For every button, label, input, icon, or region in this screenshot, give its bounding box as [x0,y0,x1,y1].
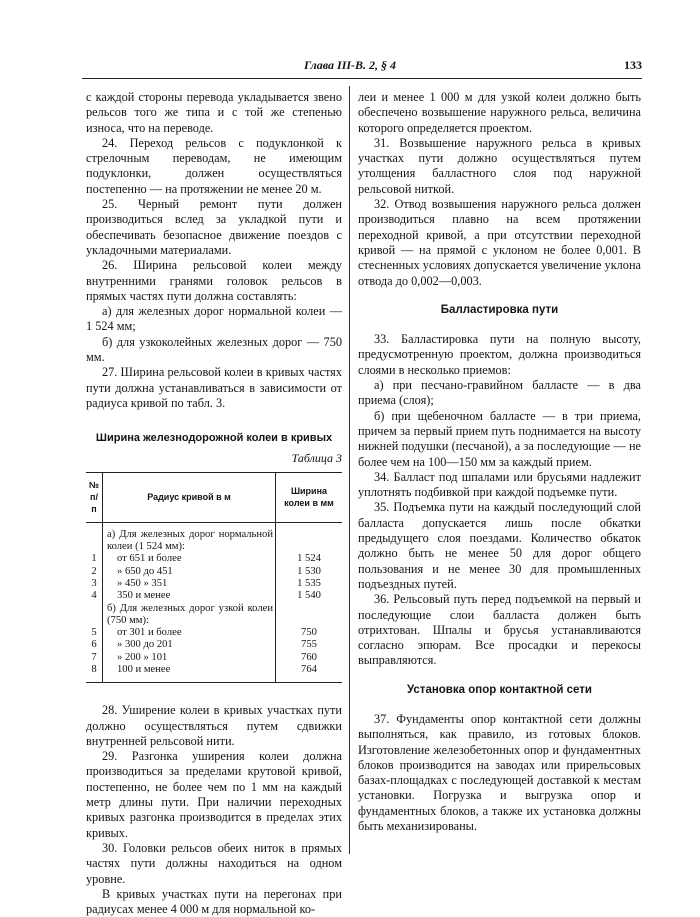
row-width: 1 530 [276,566,343,578]
table-row [86,639,342,651]
paragraph-30: 30. Головки рельсов обеих ниток в прямых частях пути должны находиться на одном уровне. [86,840,342,886]
row-width: 1 524 [276,553,343,565]
row-width: 750 [276,627,343,639]
table-header-radius: Радиус кривой в м [103,472,276,522]
table-number: Таблица 3 [291,450,342,465]
paragraph-33: 33. Балластировка пути на полную высоту, предусмотренную проектом, должна производиться слоями в несколько приемов: [358,332,641,377]
row-width: 764 [276,664,343,683]
table-group-a: а) Для железных дорог нормальной колеи (1 524 мм): [107,528,273,553]
chapter-title: Глава III-В. 2, § 4 [304,58,397,72]
row-number: 8 [86,664,103,683]
table-row [86,627,342,639]
row-radius: » 650 до 451 [117,565,173,577]
table-row [86,664,342,683]
page-number: 133 [624,58,642,72]
table-row [86,553,342,565]
paragraph-30-cont: В кривых участках пути на перегонах при радиусах менее 4 000 м для нормальной ко- [86,886,342,917]
section-heading-catenary: Установка опор контактной сети [406,683,593,696]
row-number: 6 [86,639,103,651]
paragraph-24: 24. Переход рельсов с подуклонкой к стрелочным переводам, не имеющим подуклонки, должен осуществляться постепенно — на протяжении не менее 20 м. [86,135,342,196]
row-width: 1 540 [276,590,343,602]
row-number: 1 [86,553,103,565]
row-radius: от 301 и более [117,627,182,639]
row-number: 3 [86,578,103,590]
row-number: 2 [86,566,103,578]
section-heading-ballast: Балластировка пути [440,303,559,316]
paragraph-26: 26. Ширина рельсовой колеи между внутренними гранями головок рельсов в прямых частях пути должна составлять: [86,258,342,303]
row-radius: от 651 и более [117,553,182,565]
paragraph-26b: б) для узкоколейных железных дорог — 750 мм. [86,334,342,365]
column-divider [349,86,350,854]
paragraph-35: 35. Подъемка пути на каждый последующий слой балласта допускается лишь после обкатки предыдущего слоя поездами. Количество обкаток должно быть не менее 50 для дорог общего пользования и не менее 30 для промышленных подъездных путей. [358,500,641,591]
row-radius: 350 и менее [117,590,171,602]
table-row [86,566,342,578]
paragraph: с каждой стороны перевода укладывается звено рельсов того же типа и с той же степенью износа, что на переводе. [86,90,342,135]
row-radius: » 200 » 101 [117,651,168,663]
gauge-table [86,472,342,683]
paragraph-26a: а) для железных дорог нормальной колеи — 1 524 мм; [86,304,342,334]
paragraph-28: 28. Уширение колеи в кривых участках пути должно осуществляться путем сдвижки внутренней рельсовой нити. [86,703,342,748]
row-number: 4 [86,590,103,602]
paragraph-27: 27. Ширина рельсовой колеи в кривых частях пути должна устанавливаться в зависимости от радиуса кривой по табл. 3. [86,365,342,410]
right-column [358,90,641,834]
row-width: 760 [276,652,343,664]
row-width: 755 [276,639,343,651]
row-number: 7 [86,652,103,664]
paragraph-34: 34. Балласт под шпалами или брусьями надлежит уплотнять подбивкой при каждой подъемке пути. [358,469,641,500]
paragraph-31: 31. Возвышение наружного рельса в кривых участках пути должно осуществляться путем утолщения балластного слоя под наружной рельсовой ниткой. [358,135,641,196]
row-radius: » 300 до 201 [117,639,173,651]
running-header [82,58,642,76]
row-width: 1 535 [276,578,343,590]
left-column [86,90,342,917]
paragraph-29: 29. Разгонка уширения колеи должна производиться за пределами крутовой кривой, постепенно, не более чем по 1 мм на каждый метр длины пути. При наличии переходных кривых разгонка производится в пределах этих кривых. [86,749,342,840]
row-number: 5 [86,627,103,639]
row-radius: 100 и менее [103,664,276,683]
table-header-num: № п/п [86,472,103,522]
paragraph-36: 36. Рельсовый путь перед подъемкой на первый и последующие слои балласта должен быть отрихтован. Шпалы и брусья устанавливаются согласно эпюрам. Все просадки и перекосы выправляются. [358,592,641,668]
header-rule [82,78,642,79]
paragraph-32: 32. Отвод возвышения наружного рельса должен производиться плавно на всем протяжении переходной кривой, а при отсутствии переходной кривой — на прямой с уклоном не более 0,001. В стесненных условиях допускается увеличение уклона отвода до 0,002—0,003. [358,197,641,288]
table-row [86,578,342,590]
paragraph-33a: а) при песчано-гравийном балласте — в два приема (слоя); [358,378,641,408]
row-radius: » 450 » 351 [117,577,168,589]
table-caption: Ширина железнодорожной колеи в кривых [95,432,333,445]
paragraph-continued: леи и менее 1 000 м для узкой колеи должно быть обеспечено возвышение наружного рельса, величина которого определяется проектом. [358,90,641,135]
table-row [86,590,342,602]
paragraph-25: 25. Черный ремонт пути должен производиться вслед за укладкой пути и обеспечивать безопасное движение поездов с укладочными материалами. [86,197,342,257]
paragraph-33b: б) при щебеночном балласте — в три приема, причем за первый прием путь поднимается на высоту нижней подушки (песчаной), а за последующие — не более чем на 100—150 мм за каждый прием. [358,408,641,469]
table-header-width: Ширина колеи в мм [276,472,343,522]
table-row [86,652,342,664]
table-group-b: б) Для железных дорог узкой колеи (750 мм): [107,602,273,626]
paragraph-37: 37. Фундаменты опор контактной сети должны выполняться, как правило, из готовых блоков. Изготовление железобетонных опор и фундаментных блоков производится на заводах или прирельсовых базах-площадках с последующей доставкой к местам установки. Погрузка и выгрузка опор и фундаментных блоков, а также их установка должны быть механизированы. [358,711,641,834]
